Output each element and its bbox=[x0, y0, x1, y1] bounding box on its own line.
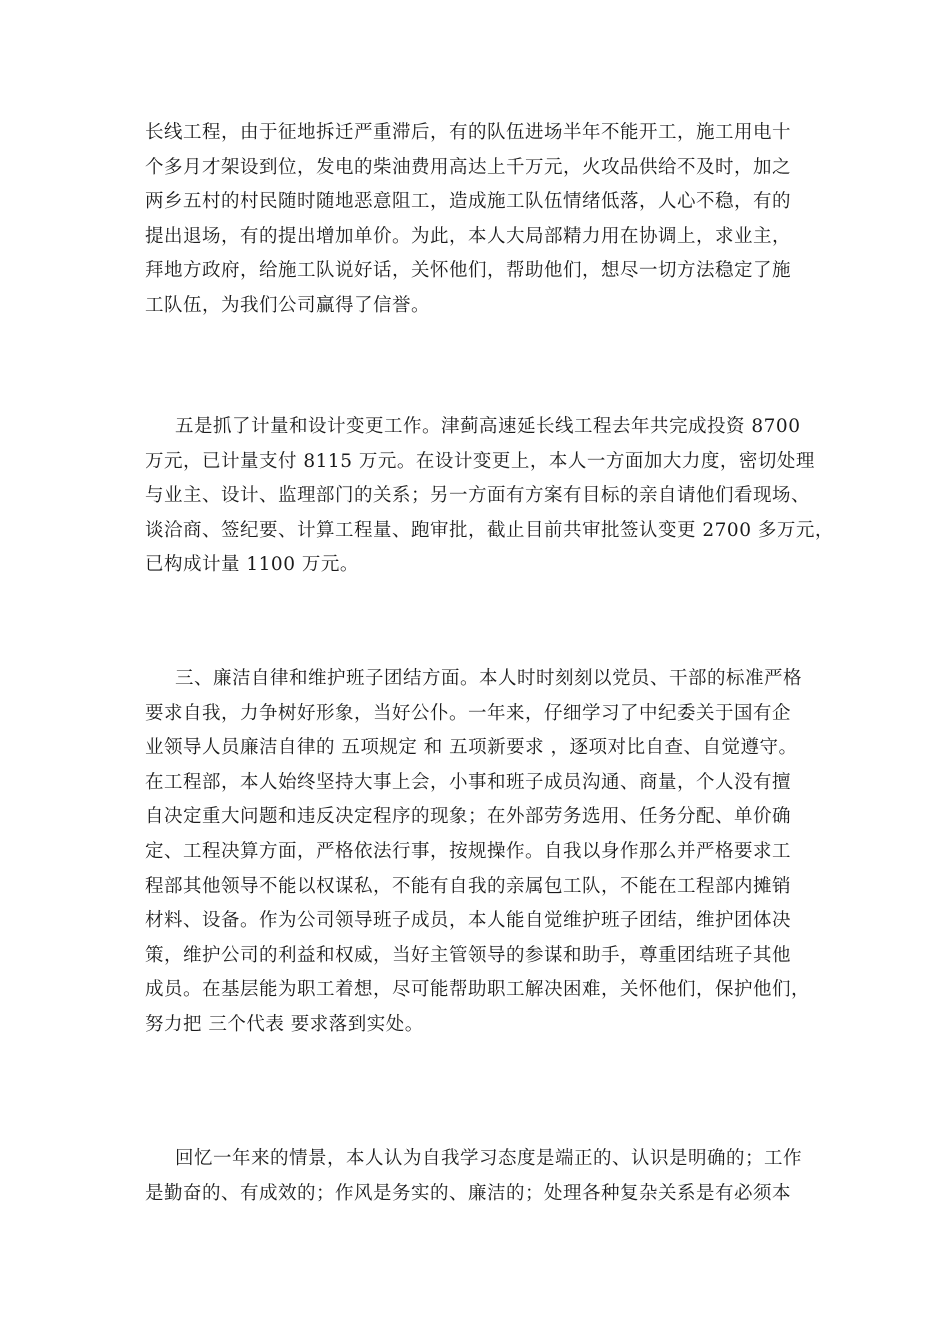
paragraph-construction-coordination bbox=[145, 116, 820, 324]
text-line: 努力把 三个代表 要求落到实处。 bbox=[145, 1013, 424, 1035]
text-line: 长线工程，由于征地拆迁严重滞后，有的队伍进场半年不能开工，施工用电十 bbox=[145, 122, 792, 143]
text-line: 工队伍，为我们公司赢得了信誉。 bbox=[145, 294, 431, 316]
text-line: 定、工程决算方面，严格依法行事，按规操作。自我以身作那么并严格要求工 bbox=[145, 840, 792, 862]
text-line: 五是抓了计量和设计变更工作。津蓟高速延长线工程去年共完成投资 8700 bbox=[175, 416, 801, 437]
text-line: 材料、设备。作为公司领导班子成员，本人能自觉维护班子团结，维护团体决 bbox=[145, 910, 792, 932]
text-line: 三、廉洁自律和维护班子团结方面。本人时时刻刻以党员、干部的标准严格 bbox=[175, 668, 803, 689]
text-line: 要求自我，力争树好形象，当好公仆。一年来，仔细学习了中纪委关于国有企 bbox=[145, 702, 792, 724]
text-line: 在工程部，本人始终坚持大事上会，小事和班子成员沟通、商量，个人没有擅 bbox=[145, 771, 792, 793]
text-line: 拜地方政府，给施工队说好话，关怀他们，帮助他们，想尽一切方法稳定了施 bbox=[145, 260, 792, 282]
text-line: 与业主、设计、监理部门的关系；另一方面有方案有目标的亲自请他们看现场、 bbox=[145, 485, 811, 507]
text-line: 已构成计量 1100 万元。 bbox=[145, 554, 359, 576]
text-line: 成员。在基层能为职工着想，尽可能帮助职工解决困难，关怀他们，保护他们， bbox=[145, 979, 811, 1001]
text-line: 谈洽商、签纪要、计算工程量、跑审批，截止目前共审批签认变更 2700 多万元， bbox=[145, 519, 834, 541]
text-line: 策，维护公司的利益和权威，当好主管领导的参谋和助手，尊重团结班子其他 bbox=[145, 944, 792, 966]
text-line: 万元，已计量支付 8115 万元。在设计变更上，本人一方面加大力度，密切处理 bbox=[145, 450, 815, 472]
text-line: 程部其他领导不能以权谋私，不能有自我的亲属包工队，不能在工程部内摊销 bbox=[145, 875, 792, 897]
text-line: 自决定重大问题和违反决定程序的现象；在外部劳务选用、任务分配、单价确 bbox=[145, 806, 792, 828]
text-line: 业领导人员廉洁自律的 五项规定 和 五项新要求 ，逐项对比自查、自觉遵守。 bbox=[145, 737, 798, 759]
paragraph-annual-review bbox=[145, 1142, 820, 1211]
paragraph-measurement-design-change bbox=[145, 410, 834, 583]
text-line: 两乡五村的村民随时随地恶意阻工，造成施工队伍情绪低落，人心不稳，有的 bbox=[145, 191, 792, 213]
paragraph-integrity-team-unity bbox=[145, 662, 820, 1043]
text-line: 回忆一年来的情景，本人认为自我学习态度是端正的、认识是明确的；工作 bbox=[175, 1148, 803, 1169]
text-line: 是勤奋的、有成效的；作风是务实的、廉洁的；处理各种复杂关系是有必须本 bbox=[145, 1182, 792, 1204]
text-line: 个多月才架设到位，发电的柴油费用高达上千万元，火攻品供给不及时，加之 bbox=[145, 156, 792, 178]
text-line: 提出退场，有的提出增加单价。为此，本人大局部精力用在协调上，求业主， bbox=[145, 225, 792, 247]
